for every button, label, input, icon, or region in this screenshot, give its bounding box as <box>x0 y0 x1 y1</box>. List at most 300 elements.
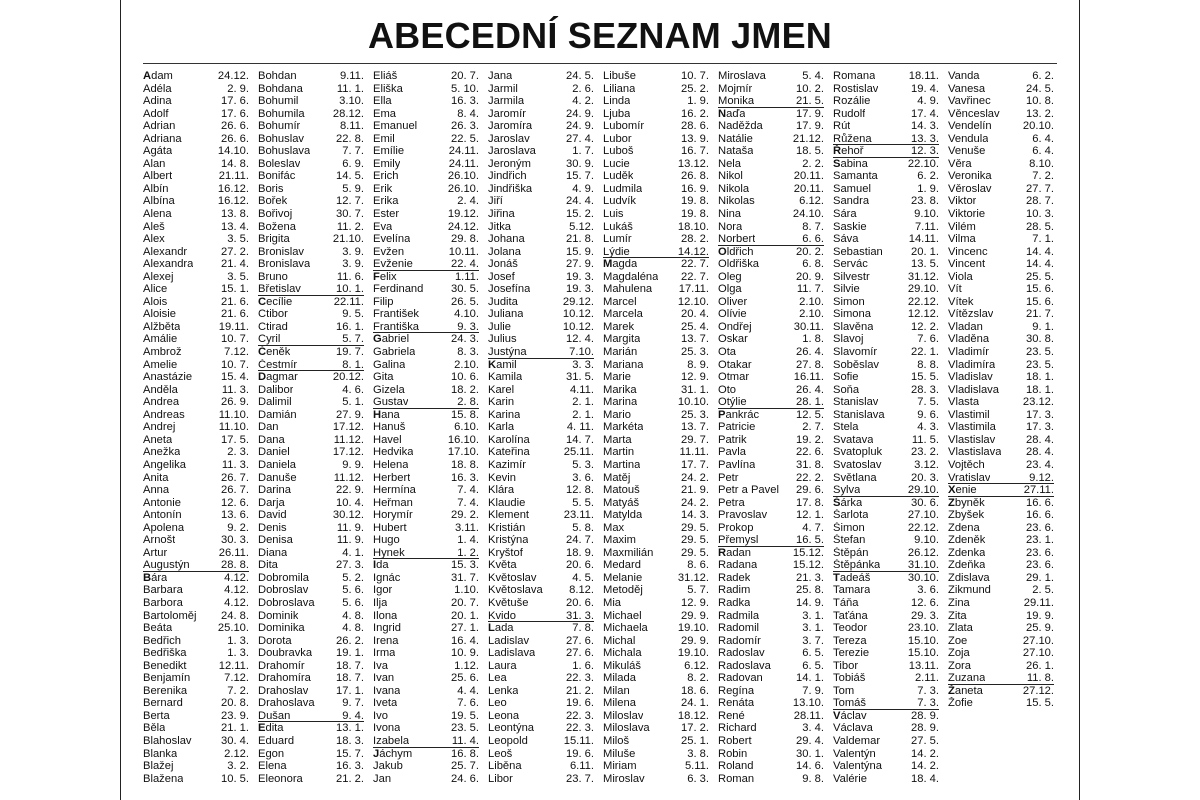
entry-date: 4. 7. <box>802 521 824 534</box>
entry-date: 11.10. <box>218 408 249 421</box>
entry-date: 15. 7. <box>336 747 364 760</box>
name-entry <box>948 308 1054 321</box>
name-entry <box>948 333 1054 346</box>
name-entry <box>258 622 364 635</box>
entry-name: Andrea <box>143 396 180 409</box>
name-entry <box>258 333 364 346</box>
name-entry <box>373 522 479 535</box>
entry-name: Karina <box>488 408 521 421</box>
entry-name: Bohumír <box>258 120 301 133</box>
name-entry <box>603 509 709 522</box>
entry-date: 26.10. <box>447 170 479 183</box>
name-entry <box>373 697 479 710</box>
name-entry <box>488 359 594 372</box>
entry-name: Tamara <box>833 584 871 597</box>
name-entry <box>948 95 1054 108</box>
entry-date: 30. 4. <box>221 734 249 747</box>
entry-name: Vanda <box>948 70 980 82</box>
name-entry <box>833 296 939 309</box>
entry-date: 25. 3. <box>681 346 709 359</box>
entry-name: Radovan <box>718 672 763 685</box>
entry-date: 15.10. <box>907 647 939 660</box>
page-title: ABECEDNÍ SEZNAM JMEN <box>367 15 833 56</box>
entry-date: 10. 7. <box>221 358 249 371</box>
entry-date: 4. 8. <box>342 609 364 622</box>
entry-date: 19. 8. <box>681 208 709 221</box>
entry-name: Vladislav <box>948 371 993 384</box>
entry-date: 26.11. <box>218 546 249 559</box>
name-entry <box>948 547 1054 560</box>
entry-name: Šarlota <box>833 509 869 522</box>
name-entry <box>258 635 364 648</box>
name-entry <box>833 70 939 83</box>
name-entry <box>603 547 709 560</box>
entry-name: Adam <box>143 70 173 82</box>
entry-name: Zina <box>948 596 970 609</box>
entry-date: 12. 6. <box>221 496 249 509</box>
entry-name: Iva <box>373 659 388 672</box>
entry-name: Lenka <box>488 684 519 697</box>
entry-date: 18. 4. <box>911 772 939 785</box>
name-column-3 <box>373 70 488 792</box>
entry-date: 11. 1. <box>336 82 364 95</box>
name-entry <box>718 584 824 597</box>
entry-name: Eva <box>373 220 393 233</box>
entry-date: 23. 4. <box>1026 458 1054 471</box>
name-entry <box>143 321 249 334</box>
name-entry <box>373 308 479 321</box>
entry-date: 1.12. <box>454 659 479 672</box>
entry-name: Bartoloměj <box>143 609 197 622</box>
entry-date: 14. 8. <box>221 157 249 170</box>
entry-date: 27. 4. <box>566 132 594 145</box>
entry-date: 31.10. <box>907 559 939 572</box>
name-entry <box>603 760 709 773</box>
name-list-sheet <box>120 0 1080 800</box>
entry-name: Oldřich <box>718 245 754 258</box>
entry-name: Denis <box>258 521 287 534</box>
entry-name: Blanka <box>143 747 178 760</box>
entry-date: 17. 7. <box>681 458 709 471</box>
entry-name: Táňa <box>833 596 859 609</box>
entry-name: Cecílie <box>258 295 293 308</box>
name-entry <box>948 672 1054 685</box>
name-entry <box>948 145 1054 158</box>
name-entry <box>948 685 1054 698</box>
name-entry <box>488 534 594 547</box>
name-entry <box>488 760 594 773</box>
entry-date: 23. 5. <box>451 722 479 735</box>
entry-date: 27.11. <box>1023 484 1054 497</box>
entry-date: 5. 1. <box>342 396 364 409</box>
name-entry <box>833 346 939 359</box>
name-entry <box>603 384 709 397</box>
entry-name: Bernard <box>143 697 183 710</box>
entry-name: Vlastislava <box>948 446 1002 459</box>
name-entry <box>258 208 364 221</box>
entry-date: 27. 3. <box>336 559 364 572</box>
entry-name: Jan <box>373 772 392 785</box>
entry-date: 7.12. <box>224 346 249 359</box>
entry-date: 15.10. <box>907 634 939 647</box>
entry-name: Servác <box>833 258 868 271</box>
entry-date: 24. 9. <box>566 107 594 120</box>
entry-date: 24. 3. <box>451 333 479 346</box>
entry-name: Kristián <box>488 521 526 534</box>
entry-date: 2. 9. <box>227 82 249 95</box>
entry-date: 14. 1. <box>796 672 824 685</box>
entry-name: Marcela <box>603 308 643 321</box>
name-entry <box>603 346 709 359</box>
entry-date: 25. 6. <box>451 672 479 685</box>
name-entry <box>488 83 594 96</box>
entry-name: Emílie <box>373 145 405 158</box>
entry-date: 30. 6. <box>911 496 939 509</box>
entry-date: 30.10. <box>907 571 939 584</box>
entry-date: 15. 1. <box>221 283 249 296</box>
entry-name: Kateřina <box>488 446 530 459</box>
name-entry <box>373 384 479 397</box>
entry-date: 10. 8. <box>1026 95 1054 108</box>
name-entry <box>143 497 249 510</box>
entry-name: Valérie <box>833 772 867 785</box>
entry-name: Bruno <box>258 270 288 283</box>
entry-name: Radim <box>718 584 751 597</box>
entry-name: Marcel <box>603 295 637 308</box>
entry-date: 27. 5. <box>911 734 939 747</box>
name-entry <box>833 484 939 497</box>
entry-date: 5. 6. <box>342 596 364 609</box>
entry-name: Lukáš <box>603 220 633 233</box>
entry-name: Marika <box>603 383 637 396</box>
entry-name: Květoslav <box>488 571 537 584</box>
name-entry <box>488 522 594 535</box>
entry-date: 5. 7. <box>687 584 709 597</box>
entry-name: Klement <box>488 509 530 522</box>
entry-date: 8. 2. <box>687 672 709 685</box>
entry-date: 8.12. <box>569 584 594 597</box>
name-entry <box>258 773 364 786</box>
entry-name: Gustav <box>373 396 409 409</box>
entry-name: Zoja <box>948 647 970 660</box>
entry-date: 19. 9. <box>1026 609 1054 622</box>
entry-name: Vladislava <box>948 383 999 396</box>
entry-date: 26. 5. <box>451 295 479 308</box>
name-entry <box>258 371 364 384</box>
entry-name: Jarmil <box>488 82 518 95</box>
entry-date: 15. 8. <box>451 408 479 421</box>
name-entry <box>833 760 939 773</box>
entry-date: 6.10. <box>454 421 479 434</box>
entry-date: 20. 8. <box>221 697 249 710</box>
entry-date: 5. 10. <box>451 82 479 95</box>
entry-name: Alexandra <box>143 258 194 271</box>
entry-date: 14. 2. <box>911 747 939 760</box>
entry-date: 15. 6. <box>1026 295 1054 308</box>
entry-name: Alena <box>143 208 172 221</box>
entry-date: 2.10. <box>799 308 824 321</box>
name-entry <box>833 472 939 485</box>
entry-name: Darina <box>258 484 291 497</box>
entry-name: Antonín <box>143 509 182 522</box>
name-entry <box>143 296 249 309</box>
name-entry <box>488 409 594 422</box>
name-entry <box>373 296 479 309</box>
entry-name: Běla <box>143 722 166 735</box>
entry-date: 25.11. <box>563 446 594 459</box>
entry-date: 10. 5. <box>221 772 249 785</box>
entry-name: Horymír <box>373 509 413 522</box>
entry-name: Karin <box>488 396 515 409</box>
name-entry <box>948 283 1054 296</box>
entry-date: 28. 9. <box>911 709 939 722</box>
entry-name: Soběslav <box>833 358 880 371</box>
name-entry <box>488 321 594 334</box>
entry-name: Evelína <box>373 233 411 246</box>
entry-date: 13.12. <box>677 157 709 170</box>
entry-name: Dorota <box>258 634 292 647</box>
entry-date: 27. 9. <box>336 408 364 421</box>
name-entry <box>718 446 824 459</box>
entry-date: 11. 4. <box>451 734 479 747</box>
name-entry <box>143 610 249 623</box>
entry-name: Emanuel <box>373 120 418 133</box>
name-entry <box>373 396 479 409</box>
entry-name: Ella <box>373 95 392 108</box>
name-entry <box>258 346 364 359</box>
name-entry <box>718 710 824 723</box>
name-entry <box>603 622 709 635</box>
entry-date: 7. 2. <box>1032 170 1054 183</box>
name-entry <box>373 233 479 246</box>
entry-date: 5. 4. <box>802 70 824 82</box>
entry-date: 29. 4. <box>796 734 824 747</box>
entry-name: Bořek <box>258 195 288 208</box>
entry-date: 21. 9. <box>681 484 709 497</box>
entry-date: 26. 4. <box>796 346 824 359</box>
entry-date: 3. 5. <box>227 233 249 246</box>
name-entry <box>373 534 479 547</box>
entry-name: Ludvík <box>603 195 636 208</box>
name-entry <box>373 333 479 346</box>
entry-date: 5. 6. <box>342 584 364 597</box>
entry-date: 23. 8. <box>911 195 939 208</box>
name-entry <box>373 446 479 459</box>
entry-date: 7. 2. <box>227 684 249 697</box>
entry-date: 10.11. <box>448 245 479 258</box>
name-entry <box>948 622 1054 635</box>
name-entry <box>948 133 1054 146</box>
name-entry <box>488 246 594 259</box>
entry-date: 6. 4. <box>1032 132 1054 145</box>
name-entry <box>603 359 709 372</box>
name-entry <box>833 459 939 472</box>
entry-date: 15. 3. <box>451 559 479 572</box>
entry-name: Evžen <box>373 245 405 258</box>
entry-date: 13. 8. <box>221 208 249 221</box>
entry-date: 4. 11. <box>566 421 594 434</box>
entry-name: Barbora <box>143 596 183 609</box>
entry-date: 21.12. <box>792 132 824 145</box>
entry-name: Kamil <box>488 358 517 371</box>
entry-date: 19. 3. <box>566 283 594 296</box>
entry-date: 26. 3. <box>451 120 479 133</box>
name-entry <box>833 597 939 610</box>
entry-date: 15.11. <box>563 734 594 747</box>
entry-name: Štěpán <box>833 546 869 559</box>
entry-date: 7. 8. <box>572 622 594 635</box>
name-entry <box>718 246 824 259</box>
entry-date: 25. 3. <box>681 408 709 421</box>
entry-name: Zlata <box>948 622 973 635</box>
entry-date: 2. 2. <box>802 157 824 170</box>
name-entry <box>718 559 824 572</box>
entry-name: Vincenc <box>948 245 988 258</box>
name-entry <box>603 697 709 710</box>
entry-name: Břetislav <box>258 283 301 296</box>
entry-date: 3.12. <box>914 458 939 471</box>
entry-date: 20. 2. <box>796 245 824 258</box>
entry-name: Bohuslava <box>258 145 311 158</box>
name-entry <box>488 271 594 284</box>
name-entry <box>948 371 1054 384</box>
entry-date: 26. 8. <box>681 170 709 183</box>
entry-date: 8.10. <box>1029 157 1054 170</box>
entry-name: Prokop <box>718 521 754 534</box>
entry-date: 27.10. <box>1022 647 1054 660</box>
entry-name: Věroslav <box>948 182 992 195</box>
entry-date: 10. 6. <box>451 371 479 384</box>
name-entry <box>373 421 479 434</box>
entry-name: Hana <box>373 408 400 421</box>
name-entry <box>833 321 939 334</box>
entry-date: 23. 9. <box>221 709 249 722</box>
name-entry <box>833 95 939 108</box>
entry-date: 17. 4. <box>911 107 939 120</box>
entry-date: 5. 3. <box>572 458 594 471</box>
name-entry <box>948 660 1054 673</box>
entry-date: 2. 1. <box>572 396 594 409</box>
entry-name: Sylva <box>833 484 861 497</box>
entry-name: Hanuš <box>373 421 406 434</box>
entry-date: 26. 7. <box>221 471 249 484</box>
name-entry <box>833 258 939 271</box>
entry-date: 19. 1. <box>336 647 364 660</box>
name-entry <box>718 208 824 221</box>
entry-name: Jitka <box>488 220 512 233</box>
name-entry <box>603 597 709 610</box>
entry-name: Nora <box>718 220 743 233</box>
entry-date: 3. 4. <box>802 722 824 735</box>
entry-name: Milan <box>603 684 630 697</box>
name-entry <box>718 421 824 434</box>
name-entry <box>488 233 594 246</box>
entry-date: 9. 6. <box>917 408 939 421</box>
entry-date: 18.11. <box>908 70 939 82</box>
name-entry <box>488 509 594 522</box>
name-entry <box>258 296 364 309</box>
entry-date: 15. 2. <box>566 208 594 221</box>
entry-date: 29. 8. <box>451 233 479 246</box>
entry-name: Radka <box>718 596 751 609</box>
name-entry <box>143 547 249 560</box>
entry-date: 10. 7. <box>681 70 709 82</box>
entry-date: 30. 1. <box>796 747 824 760</box>
entry-name: Boris <box>258 182 284 195</box>
entry-date: 28. 3. <box>911 383 939 396</box>
entry-name: Milada <box>603 672 636 685</box>
entry-date: 10.12. <box>562 308 594 321</box>
entry-name: Zuzana <box>948 672 986 685</box>
entry-name: Monika <box>718 95 755 108</box>
entry-date: 27.10. <box>907 509 939 522</box>
name-entry <box>143 622 249 635</box>
entry-name: Patricie <box>718 421 756 434</box>
name-entry <box>718 308 824 321</box>
entry-name: Herbert <box>373 471 411 484</box>
name-entry <box>258 459 364 472</box>
entry-name: Matěj <box>603 471 631 484</box>
entry-name: Augustýn <box>143 559 190 572</box>
entry-name: Tereza <box>833 634 867 647</box>
entry-date: 14. 4. <box>1026 245 1054 258</box>
entry-name: Filip <box>373 295 394 308</box>
entry-date: 24. 4. <box>566 195 594 208</box>
name-entry <box>948 195 1054 208</box>
entry-name: Václava <box>833 722 873 735</box>
entry-date: 12.11. <box>218 659 249 672</box>
entry-date: 28. 5. <box>1026 220 1054 233</box>
name-entry <box>143 221 249 234</box>
entry-name: Heřman <box>373 496 413 509</box>
name-entry <box>603 233 709 246</box>
entry-date: 24.12. <box>217 70 249 82</box>
entry-name: Silvestr <box>833 270 870 283</box>
entry-date: 20. 7. <box>451 596 479 609</box>
entry-date: 28.12. <box>332 107 364 120</box>
name-entry <box>373 584 479 597</box>
entry-date: 7. 1. <box>1032 233 1054 246</box>
entry-name: Václav <box>833 709 867 722</box>
name-entry <box>258 547 364 560</box>
entry-date: 21.10. <box>332 233 364 246</box>
entry-name: Karel <box>488 383 515 396</box>
name-entry <box>373 610 479 623</box>
name-entry <box>258 484 364 497</box>
entry-name: Vlasta <box>948 396 980 409</box>
entry-name: Darja <box>258 496 285 509</box>
name-entry <box>948 635 1054 648</box>
entry-date: 7.11. <box>914 220 939 233</box>
entry-date: 16. 2. <box>681 107 709 120</box>
entry-name: Mariana <box>603 358 644 371</box>
name-entry <box>258 748 364 761</box>
entry-name: Ferdinand <box>373 283 424 296</box>
name-entry <box>488 685 594 698</box>
entry-date: 6. 4. <box>1032 145 1054 158</box>
entry-date: 31. 5. <box>566 371 594 384</box>
entry-name: Richard <box>718 722 757 735</box>
entry-date: 9. 2. <box>227 521 249 534</box>
entry-name: Bořivoj <box>258 208 293 221</box>
entry-date: 4.12. <box>224 571 249 584</box>
name-entry <box>143 183 249 196</box>
entry-name: Šárka <box>833 496 863 509</box>
entry-name: Ctirad <box>258 320 288 333</box>
entry-date: 3. 6. <box>917 584 939 597</box>
name-entry <box>948 221 1054 234</box>
entry-name: Karla <box>488 421 515 434</box>
